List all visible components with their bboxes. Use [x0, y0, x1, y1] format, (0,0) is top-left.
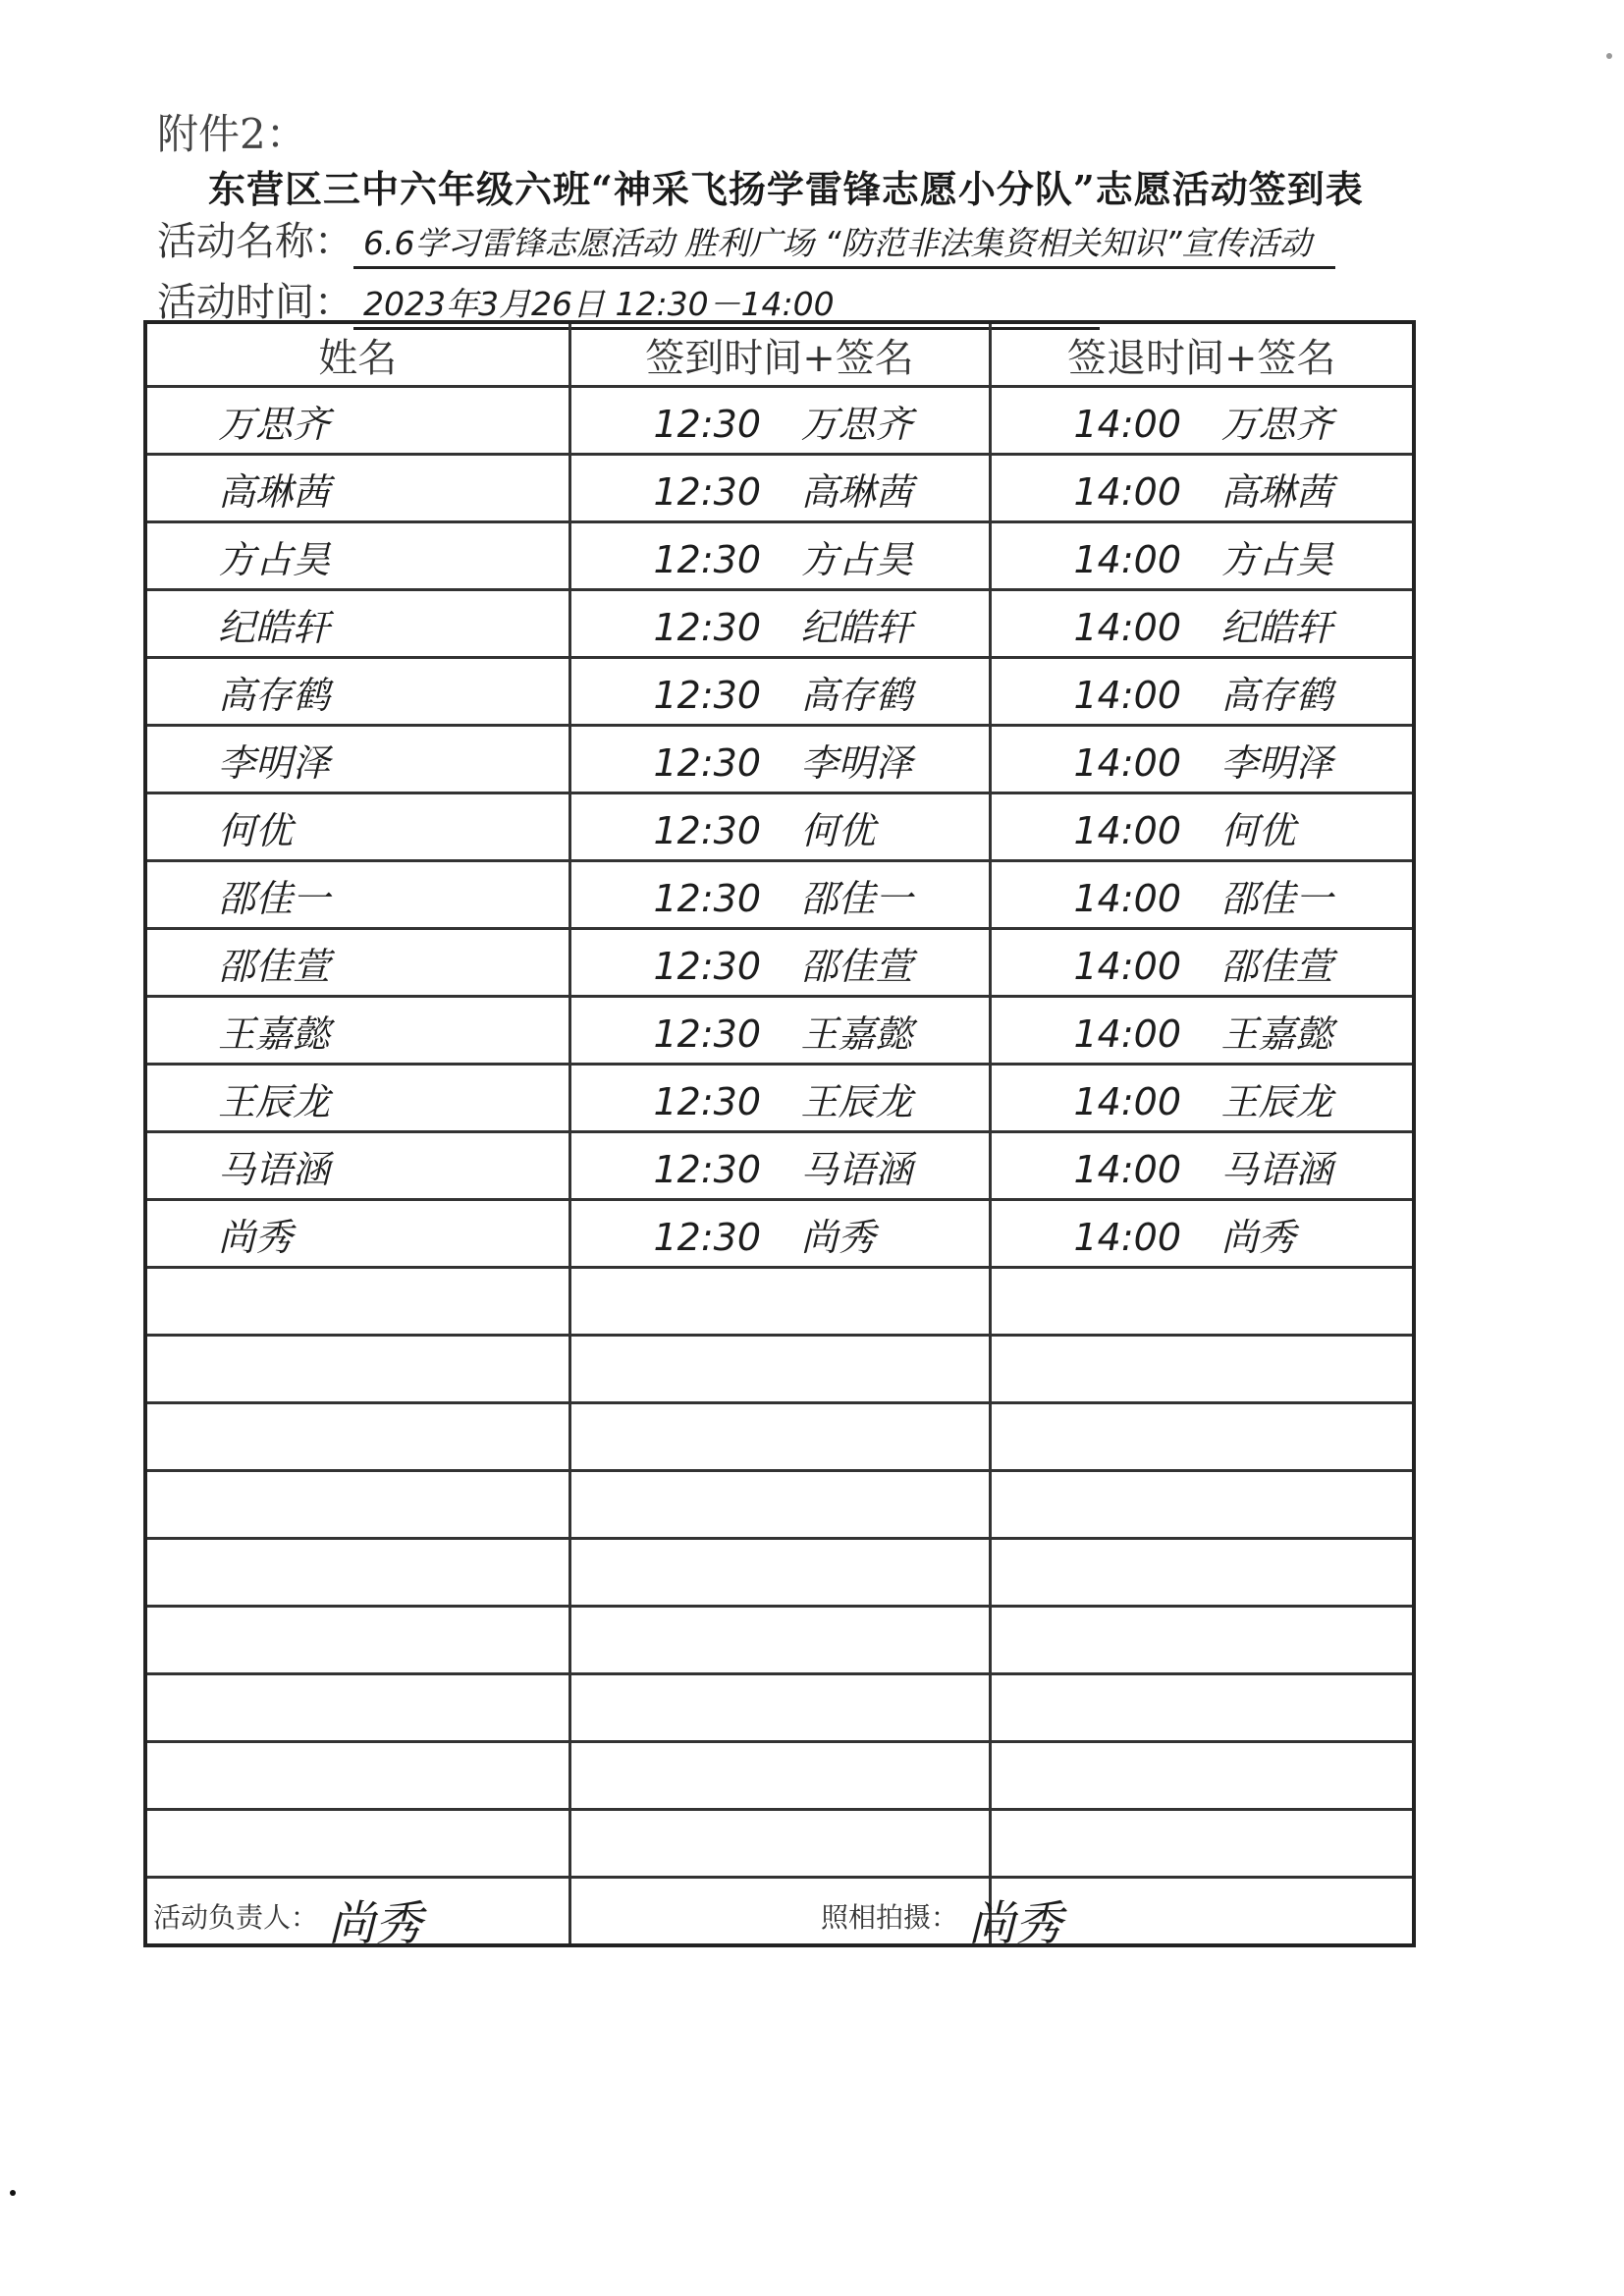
table-row — [145, 1403, 1414, 1471]
sign-out-signature: 方占昊 — [1220, 537, 1333, 581]
sign-out-cell — [990, 1268, 1414, 1336]
table-row — [145, 658, 1414, 726]
sign-out-time: 14:00 — [1073, 1011, 1182, 1056]
sign-out-cell — [990, 1403, 1414, 1471]
name-cell: 高琳茜 — [145, 455, 569, 522]
sign-out-cell — [990, 1065, 1414, 1132]
activity-name-label: 活动名称： — [157, 219, 353, 264]
sign-out-cell — [990, 1132, 1414, 1200]
sign-out-cell — [990, 1471, 1414, 1539]
table-row — [145, 861, 1414, 929]
scan-speck — [1606, 53, 1612, 59]
sign-in-cell — [569, 1200, 990, 1268]
sign-out-time: 14:00 — [1073, 1215, 1182, 1259]
sign-in-signature: 邵佳一 — [800, 876, 913, 920]
sign-in-time: 12:30 — [653, 876, 762, 920]
sign-out-cell — [990, 522, 1414, 590]
document-title: 东营区三中六年级六班“神采飞扬学雷锋志愿小分队”志愿活动签到表 — [208, 167, 1364, 211]
sign-out-signature: 纪皓轩 — [1220, 605, 1333, 649]
table-row — [145, 1132, 1414, 1200]
sign-out-signature: 邵佳一 — [1220, 876, 1333, 920]
sign-in-cell — [569, 1132, 990, 1200]
sign-in-cell — [569, 1065, 990, 1132]
activity-leader — [153, 1886, 422, 1953]
leader-label: 活动负责人： — [153, 1901, 319, 1934]
table-row — [145, 1742, 1414, 1810]
table-row — [145, 997, 1414, 1065]
attachment-label: 附件2： — [157, 110, 307, 158]
sign-in-cell — [569, 1539, 990, 1607]
table-row — [145, 1268, 1414, 1336]
sign-in-signature: 王辰龙 — [800, 1079, 913, 1123]
sign-in-time: 12:30 — [653, 1011, 762, 1056]
sign-in-cell — [569, 1742, 990, 1810]
table-row — [145, 929, 1414, 997]
table-row — [145, 1539, 1414, 1607]
table-row — [145, 590, 1414, 658]
sign-in-time: 12:30 — [653, 808, 762, 852]
sign-out-time: 14:00 — [1073, 537, 1182, 581]
name-cell — [145, 1742, 569, 1810]
sign-in-cell — [569, 1607, 990, 1674]
table-row — [145, 455, 1414, 522]
sign-in-table — [143, 320, 1416, 1947]
sign-out-cell — [990, 387, 1414, 455]
sign-out-cell — [990, 658, 1414, 726]
sign-out-cell — [990, 1674, 1414, 1742]
sign-in-time: 12:30 — [653, 402, 762, 446]
sign-out-signature: 尚秀 — [1220, 1215, 1296, 1259]
sign-out-signature: 高存鹤 — [1220, 673, 1333, 717]
sign-in-cell — [569, 522, 990, 590]
table-row — [145, 1200, 1414, 1268]
sign-out-signature: 王嘉懿 — [1220, 1011, 1333, 1056]
sign-in-cell — [569, 455, 990, 522]
name-cell — [145, 1268, 569, 1336]
sign-in-time: 12:30 — [653, 605, 762, 649]
sign-out-cell — [990, 1810, 1414, 1878]
sign-out-cell — [990, 997, 1414, 1065]
name-cell: 马语涵 — [145, 1132, 569, 1200]
sign-out-time: 14:00 — [1073, 402, 1182, 446]
sign-out-time: 14:00 — [1073, 1079, 1182, 1123]
activity-time-label: 活动时间： — [157, 280, 353, 325]
name-cell — [145, 1471, 569, 1539]
sign-out-time: 14:00 — [1073, 876, 1182, 920]
sign-in-cell — [569, 726, 990, 793]
sign-out-time: 14:00 — [1073, 740, 1182, 785]
name-cell: 纪皓轩 — [145, 590, 569, 658]
activity-time-value: 2023年3月26日 12:30－14:00 — [353, 279, 1100, 330]
table-row — [145, 726, 1414, 793]
sign-in-time: 12:30 — [653, 1215, 762, 1259]
sign-in-cell — [569, 1336, 990, 1403]
sign-in-time: 12:30 — [653, 469, 762, 514]
leader-signature: 尚秀 — [328, 1896, 423, 1951]
sign-in-signature: 马语涵 — [800, 1147, 913, 1191]
name-cell — [145, 1336, 569, 1403]
sign-in-signature: 何优 — [800, 808, 876, 852]
table-row — [145, 1810, 1414, 1878]
sign-in-signature: 邵佳萱 — [800, 944, 913, 988]
name-cell — [145, 1674, 569, 1742]
sign-out-time: 14:00 — [1073, 605, 1182, 649]
sign-out-time: 14:00 — [1073, 673, 1182, 717]
sign-out-signature: 马语涵 — [1220, 1147, 1333, 1191]
sign-in-time: 12:30 — [653, 1147, 762, 1191]
sign-out-signature: 邵佳萱 — [1220, 944, 1333, 988]
activity-name-field — [157, 210, 1335, 269]
sign-in-time: 12:30 — [653, 673, 762, 717]
sign-out-cell — [990, 793, 1414, 861]
sign-out-time: 14:00 — [1073, 469, 1182, 514]
sign-in-cell — [569, 929, 990, 997]
name-cell — [145, 1810, 569, 1878]
table-row — [145, 1065, 1414, 1132]
name-cell — [145, 1607, 569, 1674]
sign-out-time: 14:00 — [1073, 944, 1182, 988]
sign-in-cell — [569, 1403, 990, 1471]
header-sign-out: 签退时间+签名 — [990, 322, 1414, 387]
sign-in-signature: 李明泽 — [800, 740, 913, 785]
photographer-label: 照相拍摄： — [821, 1901, 959, 1934]
sign-in-signature: 万思齐 — [800, 402, 913, 446]
table-row — [145, 1336, 1414, 1403]
sign-out-cell — [990, 1200, 1414, 1268]
sign-out-cell — [990, 1539, 1414, 1607]
sign-in-cell — [569, 861, 990, 929]
name-cell — [145, 1403, 569, 1471]
name-cell: 尚秀 — [145, 1200, 569, 1268]
sign-in-signature: 尚秀 — [800, 1215, 876, 1259]
sign-in-time: 12:30 — [653, 740, 762, 785]
scan-speck — [10, 2190, 16, 2196]
name-cell: 李明泽 — [145, 726, 569, 793]
sign-in-cell — [569, 793, 990, 861]
sign-out-cell — [990, 1742, 1414, 1810]
sign-in-cell — [569, 387, 990, 455]
activity-name-value: 6.6学习雷锋志愿活动 胜利广场 “防范非法集资相关知识”宣传活动 — [353, 218, 1335, 269]
sign-out-cell — [990, 1336, 1414, 1403]
sign-out-cell — [990, 861, 1414, 929]
sign-out-signature: 李明泽 — [1220, 740, 1333, 785]
sign-out-cell — [990, 455, 1414, 522]
sign-in-signature: 高存鹤 — [800, 673, 913, 717]
sign-out-cell — [990, 929, 1414, 997]
sign-in-time: 12:30 — [653, 537, 762, 581]
sign-out-cell — [990, 1607, 1414, 1674]
sign-out-signature: 万思齐 — [1220, 402, 1333, 446]
sign-in-cell — [569, 1810, 990, 1878]
sign-out-signature: 何优 — [1220, 808, 1296, 852]
sign-in-time: 12:30 — [653, 944, 762, 988]
photographer — [821, 1886, 1062, 1953]
name-cell: 万思齐 — [145, 387, 569, 455]
sign-in-signature: 纪皓轩 — [800, 605, 913, 649]
photographer-signature: 尚秀 — [968, 1896, 1063, 1951]
sign-in-signature: 高琳茜 — [800, 469, 913, 514]
table-row — [145, 1471, 1414, 1539]
name-cell — [145, 1539, 569, 1607]
name-cell: 邵佳萱 — [145, 929, 569, 997]
sign-in-cell — [569, 1471, 990, 1539]
name-cell: 高存鹤 — [145, 658, 569, 726]
sign-in-cell — [569, 590, 990, 658]
sign-in-cell — [569, 1268, 990, 1336]
name-cell: 王嘉懿 — [145, 997, 569, 1065]
table-header-row — [145, 322, 1414, 387]
sign-in-cell — [569, 658, 990, 726]
header-sign-in: 签到时间+签名 — [569, 322, 990, 387]
sign-out-signature: 王辰龙 — [1220, 1079, 1333, 1123]
table-row — [145, 1607, 1414, 1674]
table-row — [145, 793, 1414, 861]
sign-in-cell — [569, 997, 990, 1065]
sign-out-time: 14:00 — [1073, 808, 1182, 852]
name-cell: 王辰龙 — [145, 1065, 569, 1132]
sign-in-signature: 方占昊 — [800, 537, 913, 581]
sign-in-time: 12:30 — [653, 1079, 762, 1123]
sign-out-cell — [990, 590, 1414, 658]
name-cell: 邵佳一 — [145, 861, 569, 929]
sign-out-time: 14:00 — [1073, 1147, 1182, 1191]
sign-out-signature: 高琳茜 — [1220, 469, 1333, 514]
header-name: 姓名 — [145, 322, 569, 387]
table-row — [145, 387, 1414, 455]
sign-out-cell — [990, 726, 1414, 793]
table-row — [145, 1674, 1414, 1742]
sign-in-signature: 王嘉懿 — [800, 1011, 913, 1056]
name-cell: 方占昊 — [145, 522, 569, 590]
name-cell: 何优 — [145, 793, 569, 861]
table-row — [145, 522, 1414, 590]
sign-in-cell — [569, 1674, 990, 1742]
